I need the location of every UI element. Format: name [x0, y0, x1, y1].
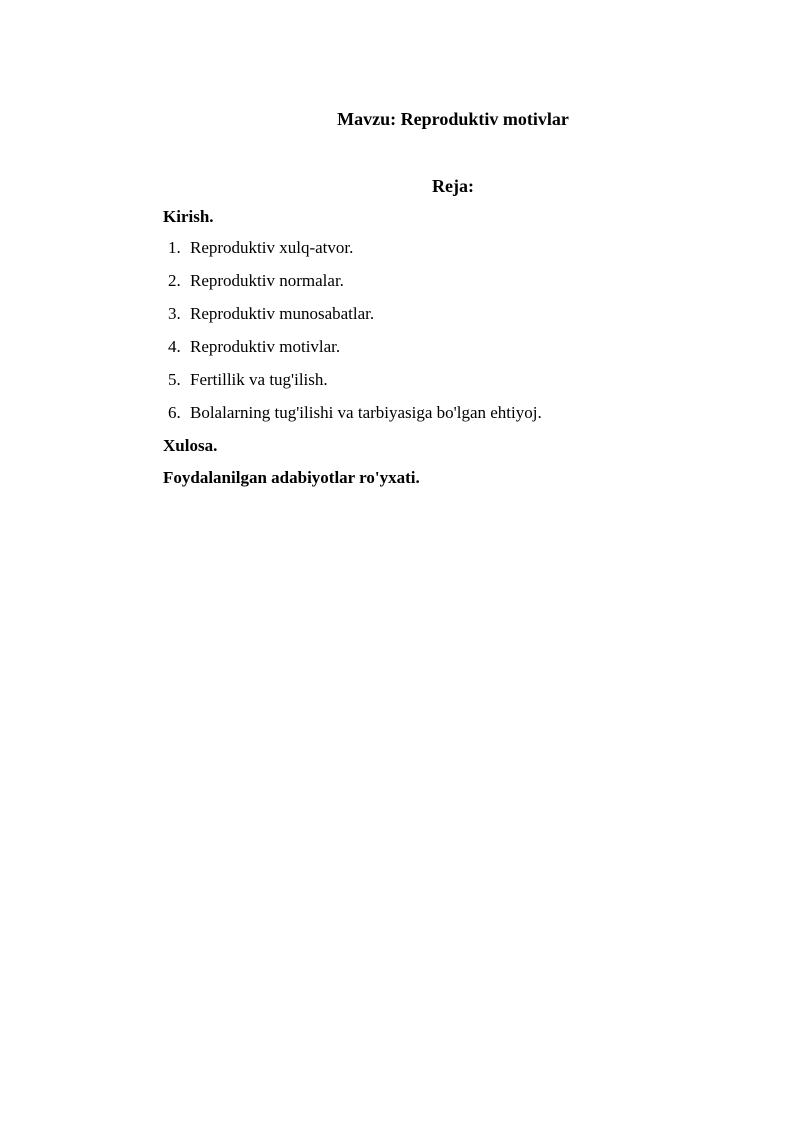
plan-item [168, 369, 542, 402]
plan-item-text: Reproduktiv motivlar. [190, 337, 341, 356]
plan-item-number: 4. [168, 337, 181, 356]
plan-item [168, 336, 542, 369]
plan-item-text: Bolalarning tug'ilishi va tarbiyasiga bo'lgan ehtiyoj. [190, 403, 542, 422]
plan-item-number: 1. [168, 238, 181, 257]
plan-item-number: 2. [168, 271, 181, 290]
plan-item-number: 3. [168, 304, 181, 323]
plan-list [168, 237, 542, 435]
references-heading: Foydalanilgan adabiyotlar ro'yxati. [163, 468, 420, 487]
plan-item-text: Fertillik va tug'ilish. [190, 370, 328, 389]
plan-item-text: Reproduktiv normalar. [190, 271, 344, 290]
plan-item [168, 303, 542, 336]
conclusion-heading: Xulosa. [163, 436, 218, 455]
document-title: Mavzu: Reproduktiv motivlar [337, 109, 569, 129]
plan-item [168, 237, 542, 270]
plan-item-text: Reproduktiv munosabatlar. [190, 304, 375, 323]
plan-item-number: 5. [168, 370, 181, 389]
intro-heading: Kirish. [163, 207, 214, 226]
plan-item [168, 402, 542, 435]
plan-item-number: 6. [168, 403, 181, 422]
plan-item-text: Reproduktiv xulq-atvor. [190, 238, 354, 257]
plan-item [168, 270, 542, 303]
plan-heading: Reja: [432, 176, 474, 196]
